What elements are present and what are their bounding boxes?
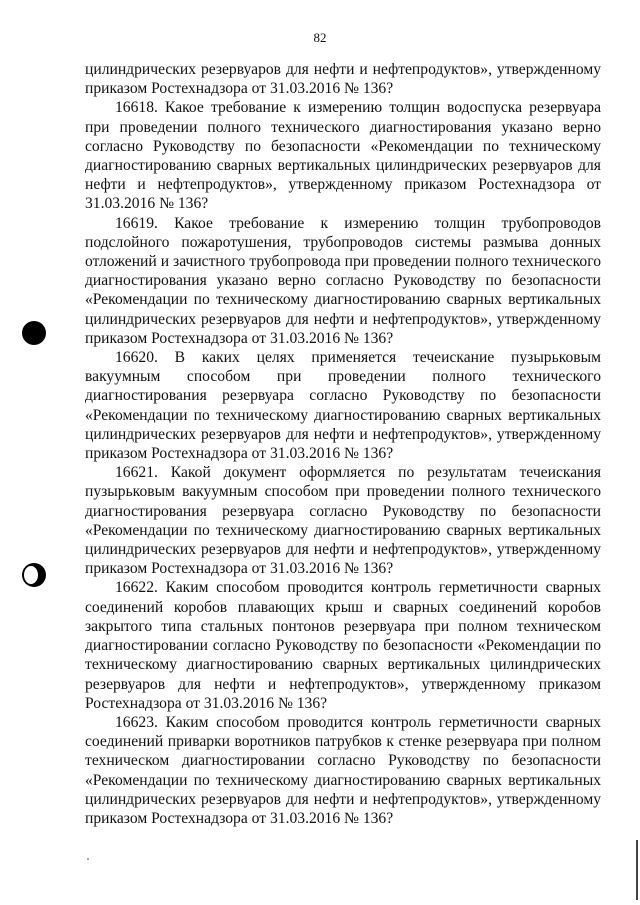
- scan-edge-mark: [636, 840, 638, 900]
- question-16622: 16622. Каким способом проводится контроль герметичности сварных соединений коробов плавающих крыш и сварных соединений коробов закрытого типа стальных понтонов резервуара при полном техническом диагностировании согласно Руководству по безопасности «Рекомендации по техническому диагностированию сварных вертикальных цилиндрических резервуаров для нефти и нефтепродуктов», утвержденному приказом Ростехнадзора от 31.03.2016 № 136?: [85, 579, 601, 712]
- page-number: 82: [313, 30, 327, 45]
- question-continuation: цилиндрических резервуаров для нефти и нефтепродуктов», утвержденному приказом Ростехнадзора от 31.03.2016 № 136?: [85, 61, 601, 98]
- question-16619: 16619. Какое требование к измерению толщин трубопроводов подслойного пожаротушения, трубопроводов системы размыва донных отложений и зачистного трубопровода при проведении полного технического диагностирования указано верно согласно Руководству по безопасности «Рекомендации по техническому диагностированию сварных вертикальных цилиндрических резервуаров для нефти и нефтепродуктов», утвержденному приказом Ростехнадзора от 31.03.2016 № 136?: [85, 214, 601, 347]
- punch-hole-mark: [22, 563, 46, 587]
- scan-speck: [87, 858, 89, 860]
- question-16621: 16621. Какой документ оформляется по результатам течеискания пузырьковым вакуумным способом при проведении полного технического диагностирования резервуара согласно Руководству по безопасности «Рекомендации по техническому диагностированию сварных вертикальных цилиндрических резервуаров для нефти и нефтепродуктов», утвержденному приказом Ростехнадзора от 31.03.2016 № 136?: [85, 464, 601, 578]
- question-16620: 16620. В каких целях применяется течеискание пузырьковым вакуумным способом при проведении полного технического диагностирования резервуара согласно Руководству по безопасности «Рекомендации по техническому диагностированию сварных вертикальных цилиндрических резервуаров для нефти и нефтепродуктов», утвержденному приказом Ростехнадзора от 31.03.2016 № 136?: [85, 349, 601, 463]
- document-body: [85, 60, 601, 828]
- question-16623: 16623. Каким способом проводится контроль герметичности сварных соединений приварки воротников патрубков к стенке резервуара при полном техническом диагностировании согласно Руководству по безопасности «Рекомендации по техническому диагностированию сварных вертикальных цилиндрических резервуаров для нефти и нефтепродуктов», утвержденному приказом Ростехнадзора от 31.03.2016 № 136?: [85, 713, 601, 827]
- punch-hole-mark: [22, 321, 46, 345]
- question-16618: 16618. Какое требование к измерению толщин водоспуска резервуара при проведении полного технического диагностирования указано верно согласно Руководству по безопасности «Рекомендации по техническому диагностированию сварных вертикальных цилиндрических резервуаров для нефти и нефтепродуктов», утвержденному приказом Ростехнадзора от 31.03.2016 № 136?: [85, 99, 601, 213]
